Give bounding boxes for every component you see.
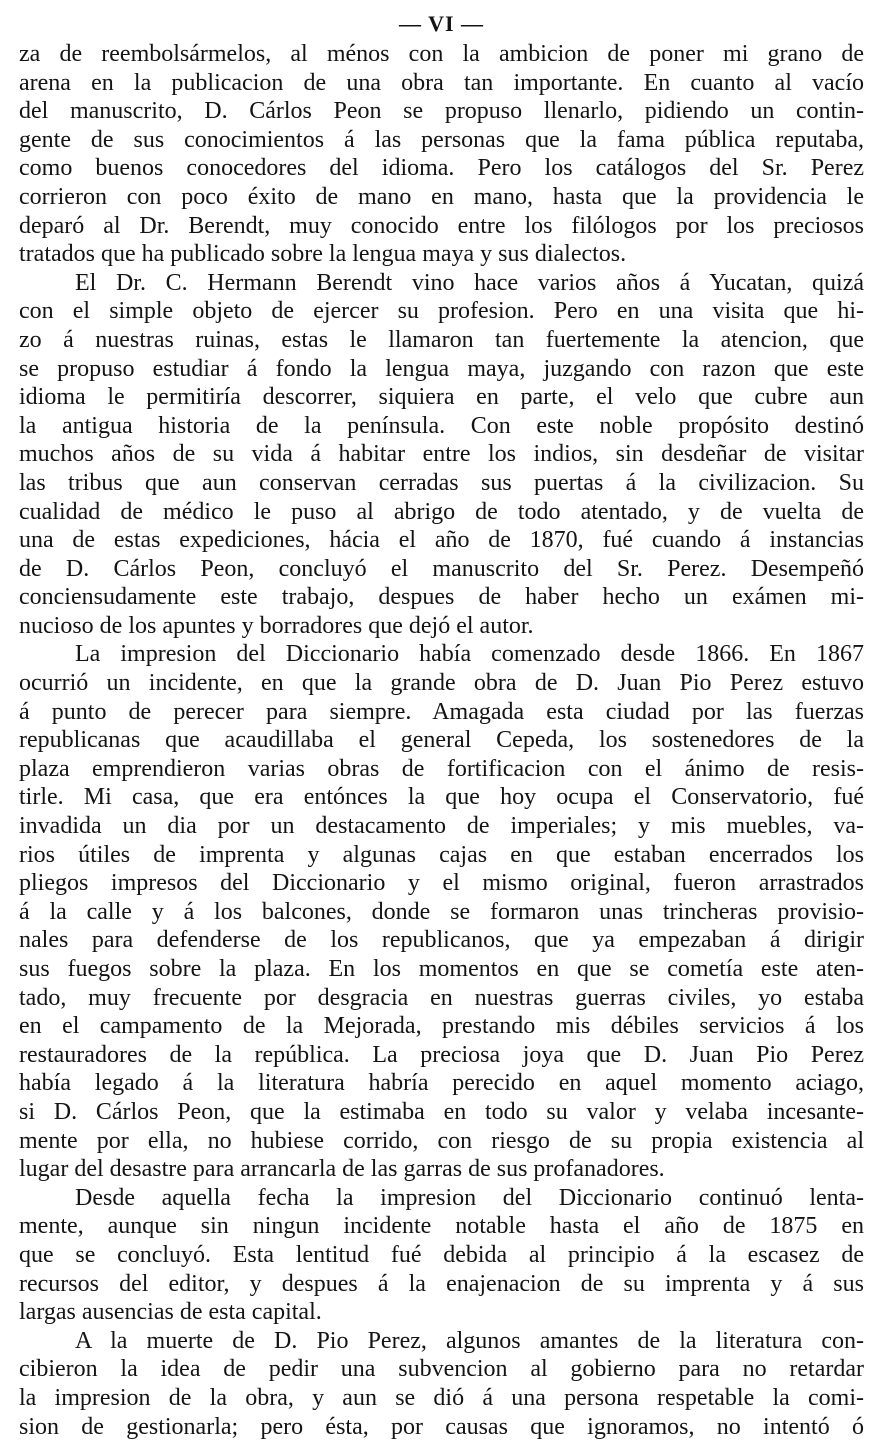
text-line: sus fuegos sobre la plaza. En los momentos en que se cometía este aten- bbox=[19, 955, 864, 984]
text-line: nales para defenderse de los republicanos, que ya empezaban á dirigir bbox=[19, 926, 864, 955]
text-line: muchos años de su vida á habitar entre los indios, sin desdeñar de visitar bbox=[19, 440, 864, 469]
text-line: A la muerte de D. Pio Perez, algunos amantes de la literatura con- bbox=[19, 1327, 864, 1356]
text-line: con el simple objeto de ejercer su profesion. Pero en una visita que hi- bbox=[19, 297, 864, 326]
body-text bbox=[19, 40, 864, 1441]
paragraph-3 bbox=[19, 640, 864, 1183]
text-line: ocurrió un incidente, en que la grande obra de D. Juan Pio Perez estuvo bbox=[19, 669, 864, 698]
text-line: en el campamento de la Mejorada, prestando mis débiles servicios á los bbox=[19, 1012, 864, 1041]
text-line: mente por ella, no hubiese corrido, con riesgo de su propia existencia al bbox=[19, 1127, 864, 1156]
text-line: recursos del editor, y despues á la enajenacion de su imprenta y á sus bbox=[19, 1270, 864, 1299]
text-line: plaza emprendieron varias obras de fortificacion con el ánimo de resis- bbox=[19, 755, 864, 784]
text-line: za de reembolsármelos, al ménos con la ambicion de poner mi grano de bbox=[19, 40, 864, 69]
text-line: zo á nuestras ruinas, estas le llamaron tan fuertemente la atencion, que bbox=[19, 326, 864, 355]
text-line: del manuscrito, D. Cárlos Peon se propuso llenarlo, pidiendo un contin- bbox=[19, 97, 864, 126]
text-line: sion de gestionarla; pero ésta, por causas que ignoramos, no intentó ó bbox=[19, 1413, 864, 1441]
page-number-header: — VI — bbox=[19, 10, 864, 40]
text-line: las tribus que aun conservan cerradas sus puertas á la civilizacion. Su bbox=[19, 469, 864, 498]
text-line: una de estas expediciones, hácia el año de 1870, fué cuando á instancias bbox=[19, 526, 864, 555]
text-line: se propuso estudiar á fondo la lengua maya, juzgando con razon que este bbox=[19, 355, 864, 384]
text-line: como buenos conocedores del idioma. Pero los catálogos del Sr. Perez bbox=[19, 154, 864, 183]
paragraph-5 bbox=[19, 1327, 864, 1441]
text-line: tirle. Mi casa, que era entónces la que hoy ocupa el Conservatorio, fué bbox=[19, 783, 864, 812]
text-line: invadida un dia por un destacamento de imperiales; y mis muebles, va- bbox=[19, 812, 864, 841]
text-line: cibieron la idea de pedir una subvencion al gobierno para no retardar bbox=[19, 1355, 864, 1384]
text-line: de D. Cárlos Peon, concluyó el manuscrito del Sr. Perez. Desempeñó bbox=[19, 555, 864, 584]
paragraph-1 bbox=[19, 40, 864, 269]
text-line: tado, muy frecuente por desgracia en nuestras guerras civiles, yo estaba bbox=[19, 984, 864, 1013]
text-line: arena en la publicacion de una obra tan importante. En cuanto al vacío bbox=[19, 69, 864, 98]
text-line: la impresion de la obra, y aun se dió á una persona respetable la comi- bbox=[19, 1384, 864, 1413]
text-line: lugar del desastre para arrancarla de las garras de sus profanadores. bbox=[19, 1155, 864, 1184]
text-line: á punto de perecer para siempre. Amagada esta ciudad por las fuerzas bbox=[19, 698, 864, 727]
text-line: idioma le permitiría descorrer, siquiera en parte, el velo que cubre aun bbox=[19, 383, 864, 412]
text-line: gente de sus conocimientos á las personas que la fama pública reputaba, bbox=[19, 126, 864, 155]
text-line: El Dr. C. Hermann Berendt vino hace varios años á Yucatan, quizá bbox=[19, 269, 864, 298]
text-line: corrieron con poco éxito de mano en mano, hasta que la providencia le bbox=[19, 183, 864, 212]
text-line: deparó al Dr. Berendt, muy conocido entre los filólogos por los preciosos bbox=[19, 212, 864, 241]
text-line: conciensudamente este trabajo, despues de haber hecho un exámen mi- bbox=[19, 583, 864, 612]
text-line: rios útiles de imprenta y algunas cajas en que estaban encerrados los bbox=[19, 841, 864, 870]
text-line: que se concluyó. Esta lentitud fué debida al principio á la escasez de bbox=[19, 1241, 864, 1270]
text-line: mente, aunque sin ningun incidente notable hasta el año de 1875 en bbox=[19, 1212, 864, 1241]
text-line: cualidad de médico le puso al abrigo de todo atentado, y de vuelta de bbox=[19, 498, 864, 527]
text-line: restauradores de la república. La preciosa joya que D. Juan Pio Perez bbox=[19, 1041, 864, 1070]
text-line: Desde aquella fecha la impresion del Diccionario continuó lenta- bbox=[19, 1184, 864, 1213]
text-line: si D. Cárlos Peon, que la estimaba en todo su valor y velaba incesante- bbox=[19, 1098, 864, 1127]
text-line: había legado á la literatura habría perecido en aquel momento aciago, bbox=[19, 1069, 864, 1098]
text-line: largas ausencias de esta capital. bbox=[19, 1298, 864, 1327]
text-line: á la calle y á los balcones, donde se formaron unas trincheras provisio- bbox=[19, 898, 864, 927]
paragraph-2 bbox=[19, 269, 864, 641]
paragraph-4 bbox=[19, 1184, 864, 1327]
text-line: la antigua historia de la península. Con este noble propósito destinó bbox=[19, 412, 864, 441]
text-line: nucioso de los apuntes y borradores que dejó el autor. bbox=[19, 612, 864, 641]
text-line: republicanas que acaudillaba el general Cepeda, los sostenedores de la bbox=[19, 726, 864, 755]
text-line: pliegos impresos del Diccionario y el mismo original, fueron arrastrados bbox=[19, 869, 864, 898]
text-line: tratados que ha publicado sobre la lengua maya y sus dialectos. bbox=[19, 240, 864, 269]
text-line: La impresion del Diccionario había comenzado desde 1866. En 1867 bbox=[19, 640, 864, 669]
